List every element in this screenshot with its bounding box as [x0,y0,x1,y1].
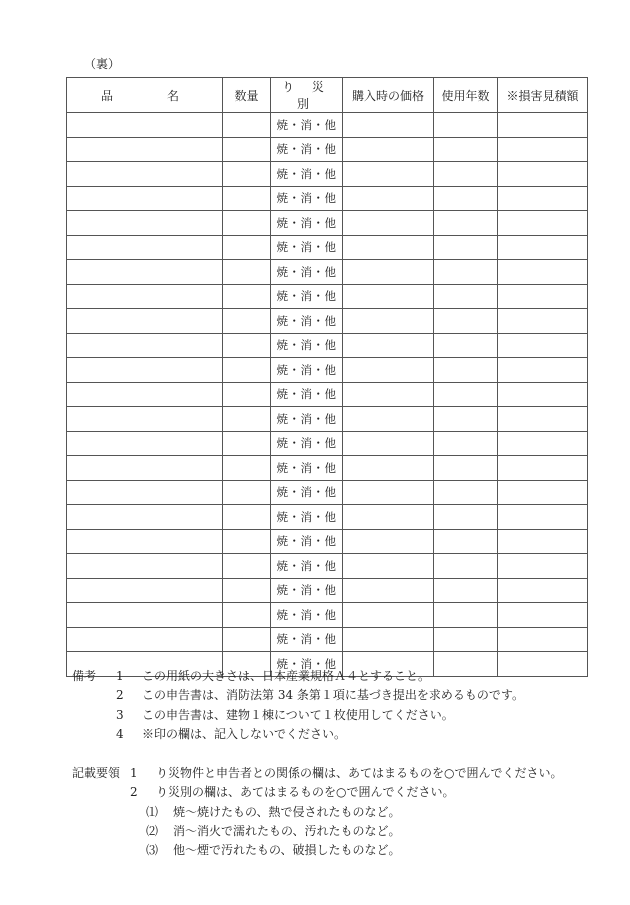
disaster-type-cell[interactable]: 焼・消・他 [271,186,343,211]
estimated-damage-cell [498,260,588,285]
header-years-used: 使用年数 [434,78,498,113]
table-row [67,186,588,211]
years-used-cell[interactable] [434,284,498,309]
disaster-type-cell[interactable]: 焼・消・他 [271,382,343,407]
purchase-price-cell[interactable] [343,284,434,309]
disaster-type-cell[interactable]: 焼・消・他 [271,284,343,309]
item-name-cell[interactable] [67,358,223,383]
purchase-price-cell[interactable] [343,113,434,138]
table-row [67,211,588,236]
sub-item-number: ⑶ [146,843,159,858]
notes-label [72,706,116,725]
item-name-cell[interactable] [67,627,223,652]
sub-item-text: 消～消火で濡れたもの、汚れたものなど。 [173,823,401,838]
item-name-cell[interactable] [67,211,223,236]
table-row [67,407,588,432]
estimated-damage-cell [498,235,588,260]
disaster-type-cell[interactable]: 焼・消・他 [271,627,343,652]
quantity-cell[interactable] [223,554,271,579]
years-used-cell[interactable] [434,554,498,579]
sub-item-number: ⑵ [146,823,159,838]
table-row [67,627,588,652]
sub-item-text: 焼～焼けたもの、熱で侵されたものなど。 [173,804,401,819]
note-item [72,706,524,725]
disaster-type-cell[interactable]: 焼・消・他 [271,113,343,138]
header-item-name-left: 品 [101,88,114,103]
quantity-cell[interactable] [223,505,271,530]
header-item-name [67,78,223,113]
estimated-damage-cell [498,603,588,628]
instruction-item [72,783,562,802]
purchase-price-cell[interactable] [343,358,434,383]
item-name-cell[interactable] [67,162,223,187]
note-text: この用紙の大きさは、日本産業規格Ａ４とすること。 [142,669,431,683]
purchase-price-cell[interactable] [343,529,434,554]
item-name-cell[interactable] [67,137,223,162]
estimated-damage-cell [498,211,588,236]
item-name-cell[interactable] [67,456,223,481]
instruction-number: 1 [130,766,138,780]
item-name-cell[interactable] [67,529,223,554]
table-row [67,456,588,481]
estimated-damage-cell [498,162,588,187]
years-used-cell[interactable] [434,505,498,530]
item-name-cell[interactable] [67,235,223,260]
header-disaster-type: り 災 別 [271,78,343,113]
purchase-price-cell[interactable] [343,333,434,358]
item-name-cell[interactable] [67,186,223,211]
quantity-cell[interactable] [223,480,271,505]
years-used-cell[interactable] [434,627,498,652]
table-row [67,603,588,628]
item-name-cell[interactable] [67,480,223,505]
note-number: 1 [116,669,124,683]
table-row [67,529,588,554]
years-used-cell[interactable] [434,137,498,162]
years-used-cell[interactable] [434,186,498,211]
quantity-cell[interactable] [223,382,271,407]
quantity-cell[interactable] [223,309,271,334]
quantity-cell[interactable] [223,627,271,652]
years-used-cell[interactable] [434,431,498,456]
item-name-cell[interactable] [67,260,223,285]
disaster-type-cell[interactable]: 焼・消・他 [271,505,343,530]
item-name-cell[interactable] [67,554,223,579]
disaster-type-cell[interactable]: 焼・消・他 [271,235,343,260]
estimated-damage-cell [498,407,588,432]
table-row [67,284,588,309]
purchase-price-cell[interactable] [343,382,434,407]
damage-items-table [66,77,588,677]
quantity-cell[interactable] [223,529,271,554]
instruction-sub-item [72,803,562,822]
purchase-price-cell[interactable] [343,480,434,505]
quantity-cell[interactable] [223,235,271,260]
years-used-cell[interactable] [434,211,498,236]
years-used-cell[interactable] [434,407,498,432]
purchase-price-cell[interactable] [343,162,434,187]
sub-item-number: ⑴ [146,804,159,819]
quantity-cell[interactable] [223,578,271,603]
estimated-damage-cell [498,480,588,505]
purchase-price-cell[interactable] [343,260,434,285]
estimated-damage-cell [498,554,588,579]
note-text: ※印の欄は、記入しないでください。 [142,726,347,741]
quantity-cell[interactable] [223,186,271,211]
estimated-damage-cell [498,137,588,162]
estimated-damage-cell [498,578,588,603]
instruction-sub-item [72,841,562,860]
purchase-price-cell[interactable] [343,578,434,603]
quantity-cell[interactable] [223,358,271,383]
notes-section [72,667,524,744]
item-name-cell[interactable] [67,284,223,309]
estimated-damage-cell [498,358,588,383]
note-item [72,667,524,686]
estimated-damage-cell [498,627,588,652]
note-number: 4 [116,726,124,741]
disaster-type-cell[interactable]: 焼・消・他 [271,333,343,358]
table-row [67,333,588,358]
note-text: この申告書は、消防法第 34 条第１項に基づき提出を求めるものです。 [142,688,524,703]
purchase-price-cell[interactable] [343,407,434,432]
years-used-cell[interactable] [434,480,498,505]
page-side-label: （裏） [84,57,121,71]
table-header-row [67,78,588,113]
item-name-cell[interactable] [67,113,223,138]
years-used-cell[interactable] [434,235,498,260]
purchase-price-cell[interactable] [343,456,434,481]
table-row [67,309,588,334]
purchase-price-cell[interactable] [343,431,434,456]
purchase-price-cell[interactable] [343,309,434,334]
table-row [67,431,588,456]
quantity-cell[interactable] [223,456,271,481]
purchase-price-cell[interactable] [343,554,434,579]
quantity-cell[interactable] [223,333,271,358]
disaster-type-cell[interactable]: 焼・消・他 [271,162,343,187]
quantity-cell[interactable] [223,603,271,628]
table-row [67,578,588,603]
notes-label: 備考 [72,669,97,683]
estimated-damage-cell [498,505,588,530]
quantity-cell[interactable] [223,284,271,309]
instructions-label [72,783,130,802]
estimated-damage-cell [498,333,588,358]
note-item [72,725,524,744]
purchase-price-cell[interactable] [343,235,434,260]
header-purchase-price: 購入時の価格 [343,78,434,113]
disaster-type-cell[interactable]: 焼・消・他 [271,578,343,603]
table-row [67,505,588,530]
estimated-damage-cell [498,431,588,456]
disaster-type-cell[interactable]: 焼・消・他 [271,137,343,162]
table-row [67,480,588,505]
quantity-cell[interactable] [223,431,271,456]
table-row [67,554,588,579]
note-number: 2 [116,688,124,703]
item-name-cell[interactable] [67,309,223,334]
purchase-price-cell[interactable] [343,137,434,162]
years-used-cell[interactable] [434,358,498,383]
disaster-type-cell[interactable]: 焼・消・他 [271,603,343,628]
years-used-cell[interactable] [434,162,498,187]
disaster-type-cell[interactable]: 焼・消・他 [271,309,343,334]
item-name-cell[interactable] [67,407,223,432]
disaster-type-cell[interactable]: 焼・消・他 [271,529,343,554]
years-used-cell[interactable] [434,260,498,285]
purchase-price-cell[interactable] [343,603,434,628]
header-quantity: 数量 [223,78,271,113]
estimated-damage-cell [498,186,588,211]
table-row [67,113,588,138]
quantity-cell[interactable] [223,407,271,432]
notes-label [72,725,116,744]
quantity-cell[interactable] [223,162,271,187]
disaster-type-cell[interactable]: 焼・消・他 [271,407,343,432]
quantity-cell[interactable] [223,260,271,285]
table-row [67,382,588,407]
years-used-cell[interactable] [434,333,498,358]
years-used-cell[interactable] [434,456,498,481]
years-used-cell[interactable] [434,309,498,334]
disaster-type-cell[interactable]: 焼・消・他 [271,431,343,456]
instruction-number: 2 [130,785,138,800]
instructions-label: 記載要領 [72,766,121,780]
quantity-cell[interactable] [223,211,271,236]
notes-label [72,686,116,705]
disaster-type-cell[interactable]: 焼・消・他 [271,260,343,285]
table-row [67,137,588,162]
header-estimated-damage: ※損害見積額 [498,78,588,113]
table-row [67,162,588,187]
disaster-type-cell[interactable]: 焼・消・他 [271,480,343,505]
note-text: この申告書は、建物１棟について１枚使用してください。 [142,707,454,722]
disaster-type-cell[interactable]: 焼・消・他 [271,554,343,579]
years-used-cell[interactable] [434,578,498,603]
estimated-damage-cell [498,113,588,138]
table-row [67,358,588,383]
years-used-cell[interactable] [434,113,498,138]
instruction-text: り災別の欄は、あてはまるものを○で囲んでください。 [156,785,455,800]
item-name-cell[interactable] [67,382,223,407]
instructions-section [72,764,562,860]
years-used-cell[interactable] [434,382,498,407]
purchase-price-cell[interactable] [343,505,434,530]
disaster-type-cell[interactable]: 焼・消・他 [271,211,343,236]
table-row [67,260,588,285]
item-name-cell[interactable] [67,578,223,603]
quantity-cell[interactable] [223,137,271,162]
estimated-damage-cell [498,309,588,334]
estimated-damage-cell [498,382,588,407]
instruction-item [72,764,562,783]
note-item [72,686,524,705]
purchase-price-cell[interactable] [343,627,434,652]
item-name-cell[interactable] [67,603,223,628]
purchase-price-cell[interactable] [343,211,434,236]
table-row [67,235,588,260]
item-name-cell[interactable] [67,431,223,456]
item-name-cell[interactable] [67,333,223,358]
years-used-cell[interactable] [434,603,498,628]
quantity-cell[interactable] [223,113,271,138]
disaster-type-cell[interactable]: 焼・消・他 [271,358,343,383]
estimated-damage-cell [498,529,588,554]
note-number: 3 [116,707,124,722]
disaster-type-cell[interactable]: 焼・消・他 [271,652,343,677]
disaster-type-cell[interactable]: 焼・消・他 [271,456,343,481]
estimated-damage-cell [498,456,588,481]
estimated-damage-cell [498,284,588,309]
item-name-cell[interactable] [67,505,223,530]
sub-item-text: 他～煙で汚れたもの、破損したものなど。 [173,843,401,858]
instruction-text: り災物件と申告者との関係の欄は、あてはまるものを○で囲んでください。 [156,766,563,780]
instruction-sub-item [72,822,562,841]
header-item-name-right: 名 [166,88,179,103]
purchase-price-cell[interactable] [343,186,434,211]
table-body [67,113,588,677]
years-used-cell[interactable] [434,529,498,554]
